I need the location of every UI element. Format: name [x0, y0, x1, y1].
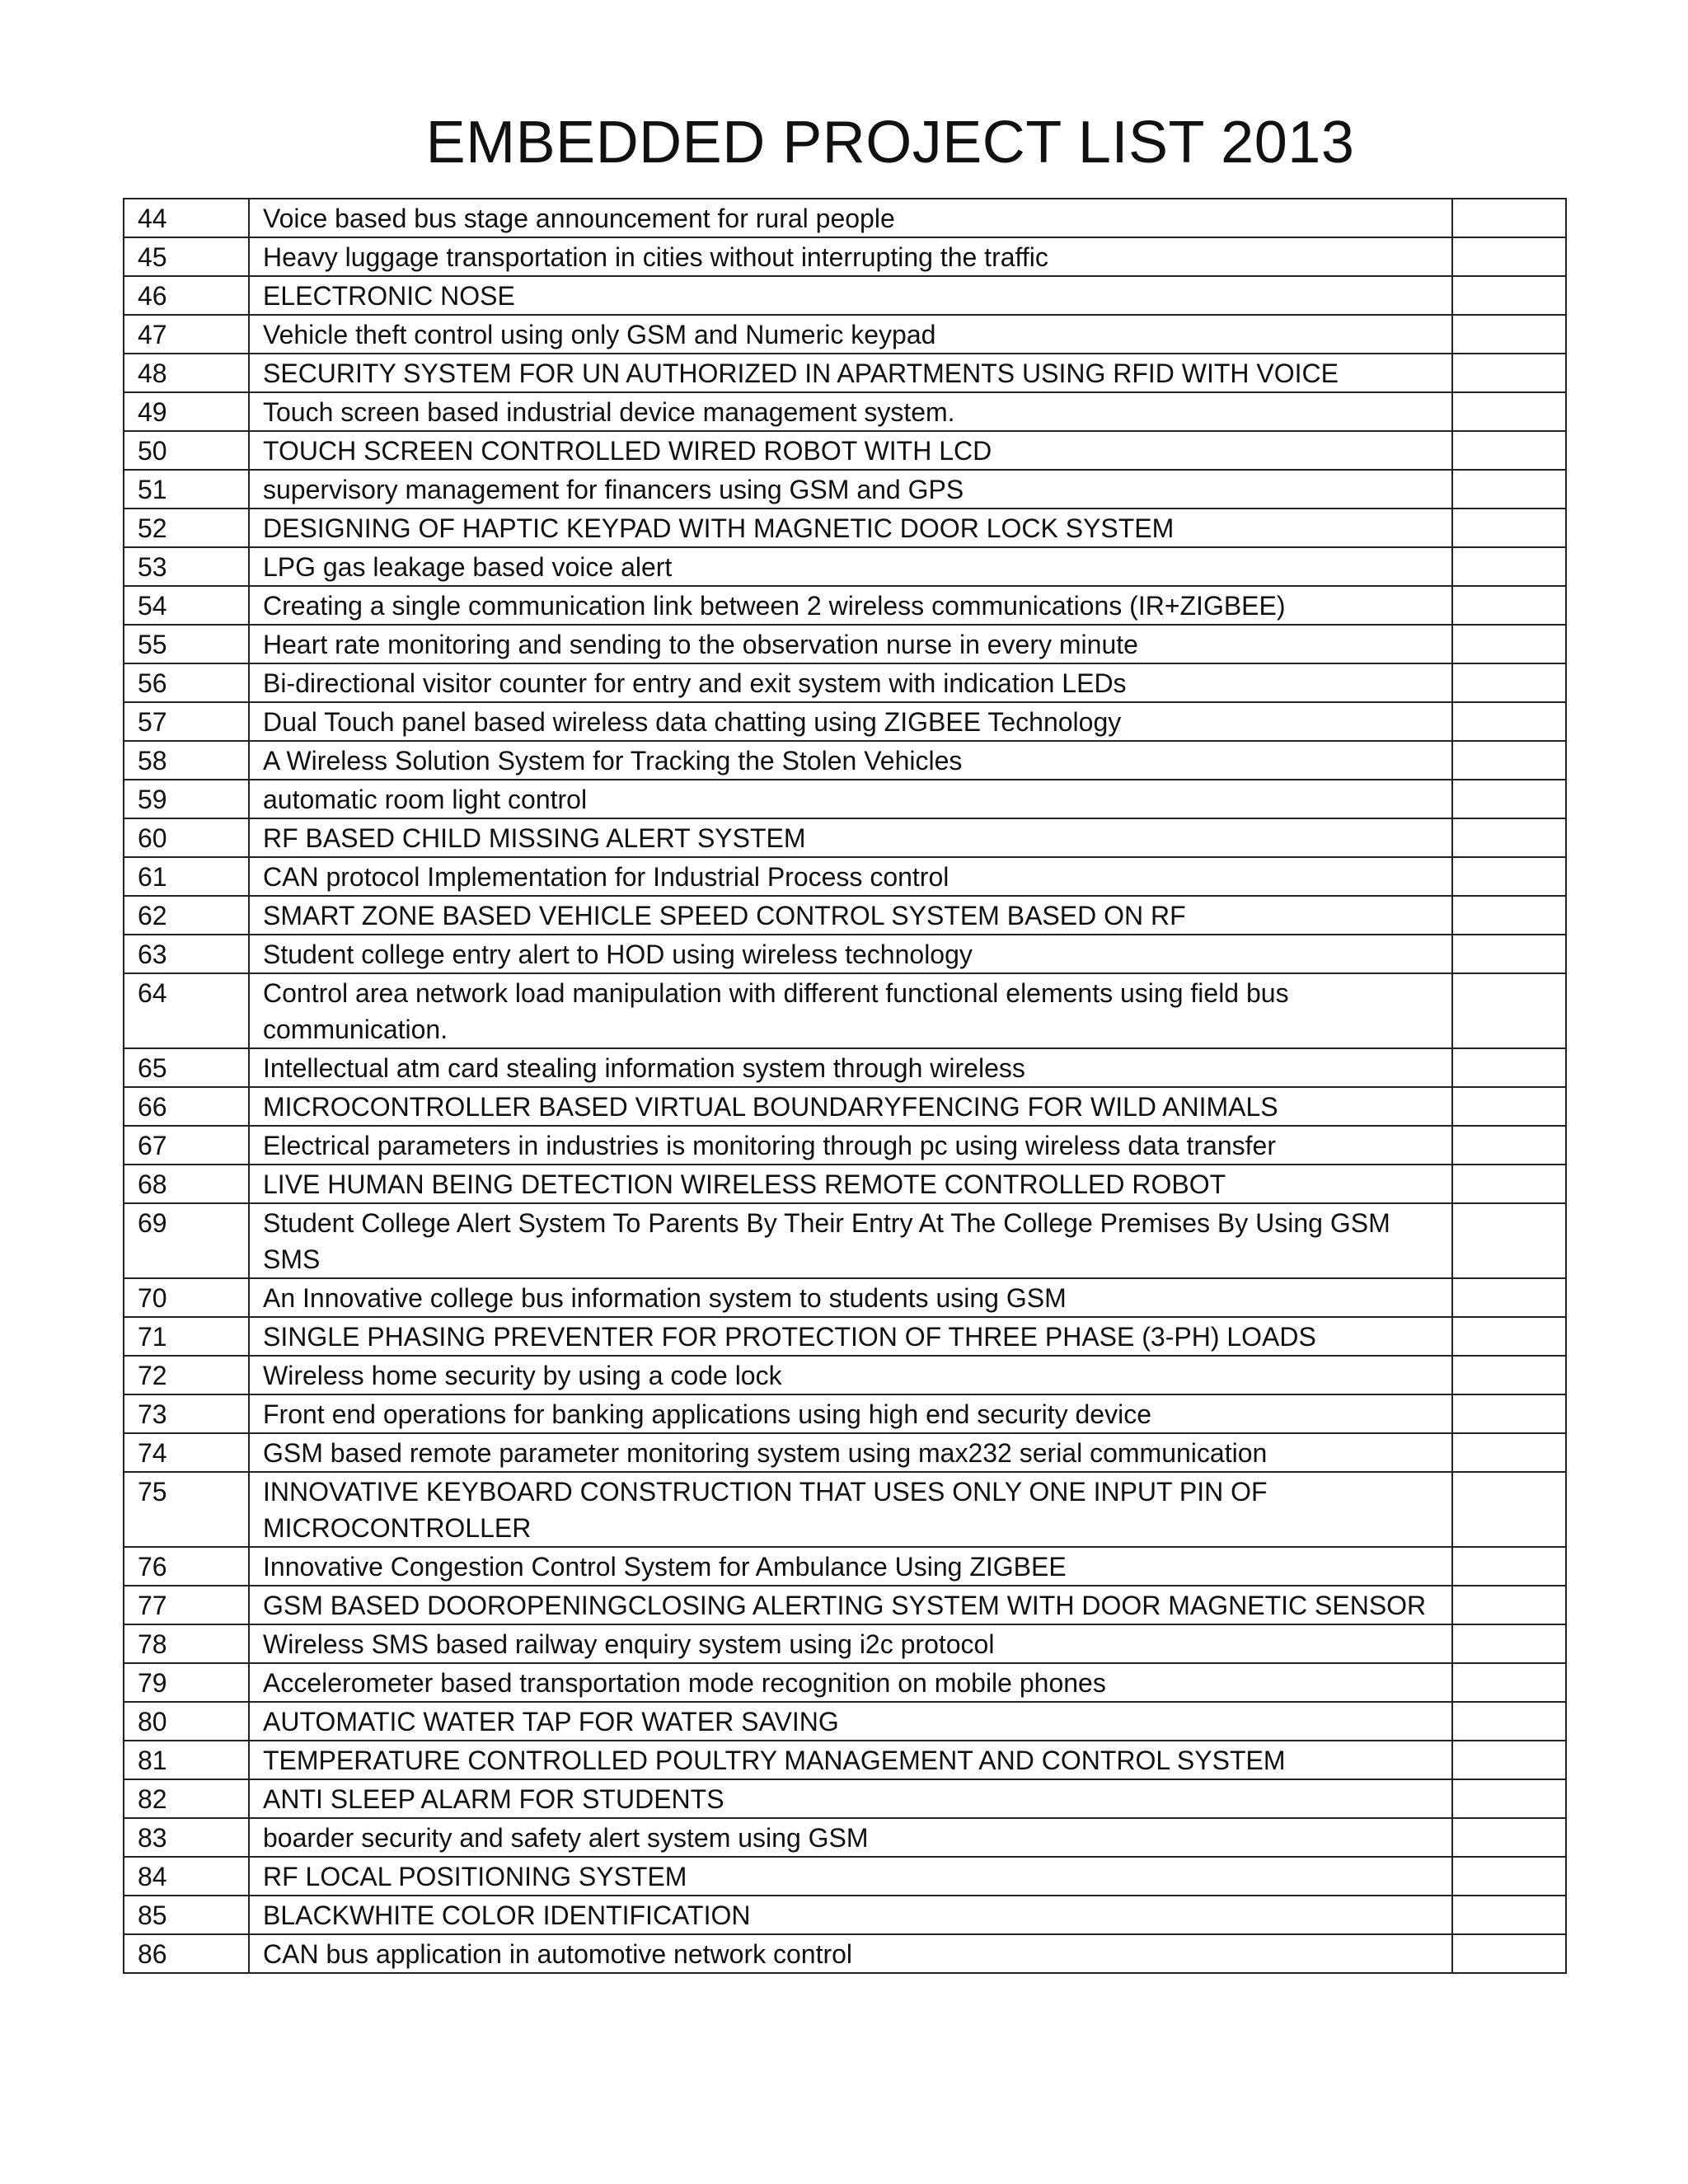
table-row	[124, 1317, 1566, 1356]
empty-cell	[1452, 237, 1566, 276]
table-row	[124, 315, 1566, 354]
project-number-cell: 46	[124, 276, 249, 315]
empty-cell	[1452, 702, 1566, 741]
project-title-cell: Student college entry alert to HOD using wireless technology	[249, 935, 1452, 973]
project-number-cell: 76	[124, 1547, 249, 1586]
table-row	[124, 973, 1566, 1048]
project-number-cell: 47	[124, 315, 249, 354]
project-title-cell: Dual Touch panel based wireless data chatting using ZIGBEE Technology	[249, 702, 1452, 741]
project-number-cell: 53	[124, 547, 249, 586]
project-title-cell: Accelerometer based transportation mode recognition on mobile phones	[249, 1663, 1452, 1702]
project-title-cell: GSM BASED DOOROPENINGCLOSING ALERTING SYSTEM WITH DOOR MAGNETIC SENSOR	[249, 1586, 1452, 1624]
table-row	[124, 1818, 1566, 1857]
project-number-cell: 72	[124, 1356, 249, 1394]
table-row	[124, 1586, 1566, 1624]
empty-cell	[1452, 1126, 1566, 1165]
empty-cell	[1452, 663, 1566, 702]
empty-cell	[1452, 431, 1566, 470]
empty-cell	[1452, 470, 1566, 509]
table-row	[124, 199, 1566, 237]
project-title-cell: Front end operations for banking applications using high end security device	[249, 1394, 1452, 1433]
project-number-cell: 59	[124, 780, 249, 818]
empty-cell	[1452, 1278, 1566, 1317]
table-row	[124, 818, 1566, 857]
empty-cell	[1452, 1896, 1566, 1934]
project-number-cell: 51	[124, 470, 249, 509]
project-title-cell: Heavy luggage transportation in cities without interrupting the traffic	[249, 237, 1452, 276]
empty-cell	[1452, 896, 1566, 935]
project-number-cell: 62	[124, 896, 249, 935]
project-title-cell: A Wireless Solution System for Tracking the Stolen Vehicles	[249, 741, 1452, 780]
table-row	[124, 1663, 1566, 1702]
empty-cell	[1452, 1472, 1566, 1547]
project-title-cell: boarder security and safety alert system using GSM	[249, 1818, 1452, 1857]
project-number-cell: 44	[124, 199, 249, 237]
project-number-cell: 79	[124, 1663, 249, 1702]
empty-cell	[1452, 935, 1566, 973]
empty-cell	[1452, 315, 1566, 354]
project-number-cell: 63	[124, 935, 249, 973]
project-number-cell: 49	[124, 392, 249, 431]
empty-cell	[1452, 973, 1566, 1048]
project-number-cell: 55	[124, 625, 249, 663]
empty-cell	[1452, 1203, 1566, 1278]
project-number-cell: 54	[124, 586, 249, 625]
table-row	[124, 1857, 1566, 1896]
project-number-cell: 80	[124, 1702, 249, 1741]
project-title-cell: Touch screen based industrial device management system.	[249, 392, 1452, 431]
table-row	[124, 509, 1566, 547]
table-row	[124, 741, 1566, 780]
empty-cell	[1452, 392, 1566, 431]
table-row	[124, 1394, 1566, 1433]
empty-cell	[1452, 586, 1566, 625]
table-row	[124, 1896, 1566, 1934]
project-number-cell: 52	[124, 509, 249, 547]
empty-cell	[1452, 276, 1566, 315]
project-title-cell: GSM based remote parameter monitoring system using max232 serial communication	[249, 1433, 1452, 1472]
empty-cell	[1452, 1356, 1566, 1394]
project-title-cell: Bi-directional visitor counter for entry and exit system with indication LEDs	[249, 663, 1452, 702]
table-row	[124, 1278, 1566, 1317]
project-number-cell: 75	[124, 1472, 249, 1547]
empty-cell	[1452, 1702, 1566, 1741]
empty-cell	[1452, 1663, 1566, 1702]
project-number-cell: 71	[124, 1317, 249, 1356]
project-number-cell: 83	[124, 1818, 249, 1857]
empty-cell	[1452, 1394, 1566, 1433]
project-title-cell: Control area network load manipulation with different functional elements using field bus communication.	[249, 973, 1452, 1048]
project-title-cell: BLACKWHITE COLOR IDENTIFICATION	[249, 1896, 1452, 1934]
project-title-cell: CAN protocol Implementation for Industrial Process control	[249, 857, 1452, 896]
table-row	[124, 431, 1566, 470]
project-number-cell: 69	[124, 1203, 249, 1278]
project-number-cell: 84	[124, 1857, 249, 1896]
table-row	[124, 1087, 1566, 1126]
empty-cell	[1452, 1433, 1566, 1472]
table-row	[124, 237, 1566, 276]
project-title-cell: INNOVATIVE KEYBOARD CONSTRUCTION THAT USES ONLY ONE INPUT PIN OF MICROCONTROLLER	[249, 1472, 1452, 1547]
project-number-cell: 48	[124, 354, 249, 392]
empty-cell	[1452, 1818, 1566, 1857]
table-row	[124, 1203, 1566, 1278]
table-row	[124, 1624, 1566, 1663]
empty-cell	[1452, 1547, 1566, 1586]
empty-cell	[1452, 625, 1566, 663]
table-row	[124, 663, 1566, 702]
project-title-cell: supervisory management for financers using GSM and GPS	[249, 470, 1452, 509]
table-row	[124, 547, 1566, 586]
project-table	[123, 198, 1567, 1974]
table-row	[124, 276, 1566, 315]
empty-cell	[1452, 1586, 1566, 1624]
table-row	[124, 625, 1566, 663]
table-row	[124, 1547, 1566, 1586]
empty-cell	[1452, 509, 1566, 547]
empty-cell	[1452, 199, 1566, 237]
project-number-cell: 70	[124, 1278, 249, 1317]
table-row	[124, 470, 1566, 509]
project-number-cell: 77	[124, 1586, 249, 1624]
empty-cell	[1452, 1087, 1566, 1126]
project-title-cell: Heart rate monitoring and sending to the observation nurse in every minute	[249, 625, 1452, 663]
table-row	[124, 1126, 1566, 1165]
project-title-cell: Vehicle theft control using only GSM and Numeric keypad	[249, 315, 1452, 354]
empty-cell	[1452, 1741, 1566, 1779]
empty-cell	[1452, 1857, 1566, 1896]
table-row	[124, 1165, 1566, 1203]
table-row	[124, 935, 1566, 973]
project-title-cell: RF LOCAL POSITIONING SYSTEM	[249, 1857, 1452, 1896]
project-title-cell: Wireless home security by using a code lock	[249, 1356, 1452, 1394]
page-title: EMBEDDED PROJECT LIST 2013	[425, 110, 1355, 176]
table-row	[124, 1048, 1566, 1087]
project-title-cell: TEMPERATURE CONTROLLED POULTRY MANAGEMENT AND CONTROL SYSTEM	[249, 1741, 1452, 1779]
empty-cell	[1452, 741, 1566, 780]
project-title-cell: MICROCONTROLLER BASED VIRTUAL BOUNDARYFENCING FOR WILD ANIMALS	[249, 1087, 1452, 1126]
table-row	[124, 1472, 1566, 1547]
project-title-cell: Voice based bus stage announcement for rural people	[249, 199, 1452, 237]
project-number-cell: 78	[124, 1624, 249, 1663]
project-title-cell: ANTI SLEEP ALARM FOR STUDENTS	[249, 1779, 1452, 1818]
empty-cell	[1452, 857, 1566, 896]
project-title-cell: SINGLE PHASING PREVENTER FOR PROTECTION OF THREE PHASE (3-PH) LOADS	[249, 1317, 1452, 1356]
project-number-cell: 64	[124, 973, 249, 1048]
project-number-cell: 56	[124, 663, 249, 702]
project-title-cell: AUTOMATIC WATER TAP FOR WATER SAVING	[249, 1702, 1452, 1741]
project-title-cell: SECURITY SYSTEM FOR UN AUTHORIZED IN APARTMENTS USING RFID WITH VOICE	[249, 354, 1452, 392]
project-number-cell: 86	[124, 1934, 249, 1973]
project-number-cell: 57	[124, 702, 249, 741]
project-number-cell: 81	[124, 1741, 249, 1779]
project-title-cell: Creating a single communication link between 2 wireless communications (IR+ZIGBEE)	[249, 586, 1452, 625]
project-number-cell: 82	[124, 1779, 249, 1818]
project-title-cell: TOUCH SCREEN CONTROLLED WIRED ROBOT WITH LCD	[249, 431, 1452, 470]
empty-cell	[1452, 1165, 1566, 1203]
project-title-cell: An Innovative college bus information system to students using GSM	[249, 1278, 1452, 1317]
project-title-cell: LPG gas leakage based voice alert	[249, 547, 1452, 586]
project-title-cell: RF BASED CHILD MISSING ALERT SYSTEM	[249, 818, 1452, 857]
table-row	[124, 702, 1566, 741]
project-number-cell: 60	[124, 818, 249, 857]
project-number-cell: 68	[124, 1165, 249, 1203]
project-table-body	[124, 199, 1566, 1973]
table-row	[124, 392, 1566, 431]
empty-cell	[1452, 1934, 1566, 1973]
project-title-cell: automatic room light control	[249, 780, 1452, 818]
project-number-cell: 73	[124, 1394, 249, 1433]
table-row	[124, 857, 1566, 896]
table-row	[124, 586, 1566, 625]
project-title-cell: Intellectual atm card stealing information system through wireless	[249, 1048, 1452, 1087]
project-number-cell: 74	[124, 1433, 249, 1472]
project-title-cell: ELECTRONIC NOSE	[249, 276, 1452, 315]
project-number-cell: 66	[124, 1087, 249, 1126]
project-number-cell: 58	[124, 741, 249, 780]
table-row	[124, 1741, 1566, 1779]
project-title-cell: DESIGNING OF HAPTIC KEYPAD WITH MAGNETIC DOOR LOCK SYSTEM	[249, 509, 1452, 547]
table-row	[124, 896, 1566, 935]
table-row	[124, 1356, 1566, 1394]
empty-cell	[1452, 818, 1566, 857]
project-number-cell: 50	[124, 431, 249, 470]
project-title-cell: CAN bus application in automotive network control	[249, 1934, 1452, 1973]
empty-cell	[1452, 1317, 1566, 1356]
table-row	[124, 1433, 1566, 1472]
project-number-cell: 67	[124, 1126, 249, 1165]
project-number-cell: 85	[124, 1896, 249, 1934]
empty-cell	[1452, 780, 1566, 818]
project-number-cell: 65	[124, 1048, 249, 1087]
table-row	[124, 1779, 1566, 1818]
empty-cell	[1452, 354, 1566, 392]
table-row	[124, 354, 1566, 392]
project-title-cell: Innovative Congestion Control System for Ambulance Using ZIGBEE	[249, 1547, 1452, 1586]
project-number-cell: 61	[124, 857, 249, 896]
project-title-cell: LIVE HUMAN BEING DETECTION WIRELESS REMOTE CONTROLLED ROBOT	[249, 1165, 1452, 1203]
project-title-cell: Wireless SMS based railway enquiry system using i2c protocol	[249, 1624, 1452, 1663]
empty-cell	[1452, 1048, 1566, 1087]
empty-cell	[1452, 1624, 1566, 1663]
empty-cell	[1452, 1779, 1566, 1818]
project-title-cell: SMART ZONE BASED VEHICLE SPEED CONTROL SYSTEM BASED ON RF	[249, 896, 1452, 935]
table-row	[124, 780, 1566, 818]
table-row	[124, 1702, 1566, 1741]
table-row	[124, 1934, 1566, 1973]
project-title-cell: Electrical parameters in industries is monitoring through pc using wireless data transfer	[249, 1126, 1452, 1165]
project-number-cell: 45	[124, 237, 249, 276]
empty-cell	[1452, 547, 1566, 586]
project-title-cell: Student College Alert System To Parents By Their Entry At The College Premises By Using GSM SMS	[249, 1203, 1452, 1278]
